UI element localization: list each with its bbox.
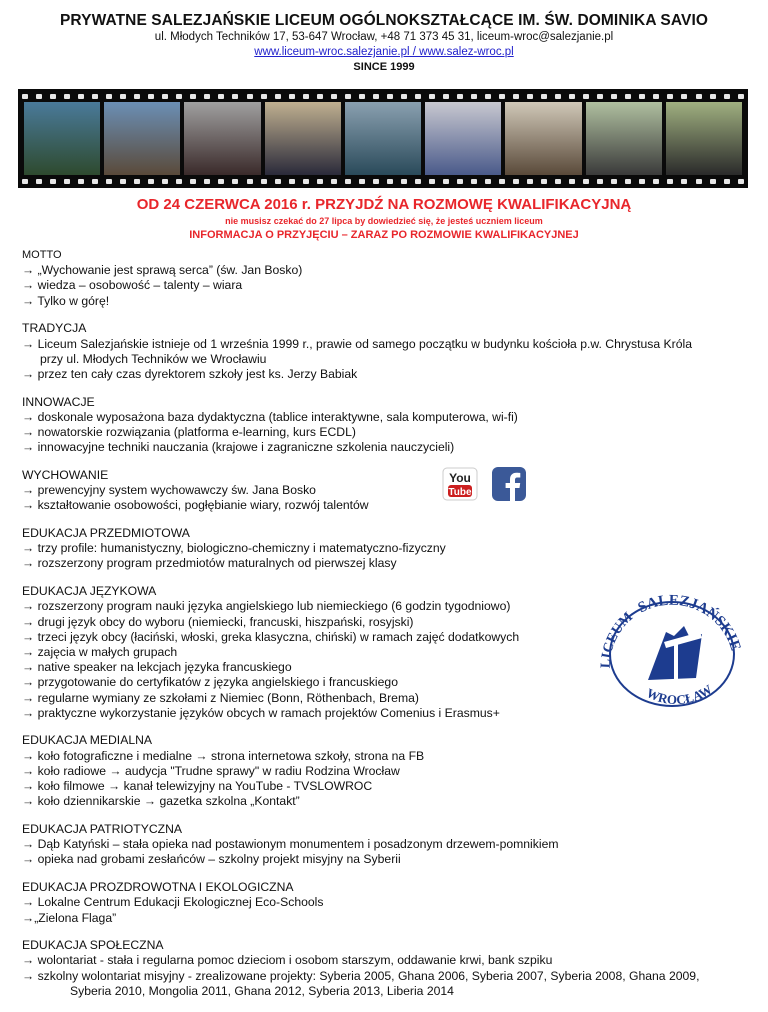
- list-item: → trzeci język obcy (łaciński, włoski, greka klasyczna, chiński) w ramach zajęć dodatkowych: [22, 629, 520, 644]
- photo-group-hiking: [104, 102, 180, 175]
- list-item: → wiedza – osobowość – talenty – wiara: [22, 278, 243, 293]
- film-hole: [541, 179, 547, 184]
- film-hole: [485, 94, 491, 99]
- photo-monument-sign: [425, 102, 501, 175]
- list-item-continuation: Syberia 2010, Mongolia 2011, Ghana 2012, Syberia 2013, Liberia 2014: [70, 983, 454, 998]
- film-hole: [148, 94, 154, 99]
- film-hole: [22, 94, 28, 99]
- section-prozdrowotna: [22, 880, 752, 926]
- film-hole: [134, 94, 140, 99]
- film-hole: [415, 94, 421, 99]
- list-item: → „Wychowanie jest sprawą serca” (św. Jan Bosko): [22, 263, 303, 278]
- film-hole: [78, 94, 84, 99]
- school-links: [0, 45, 768, 60]
- section-title: EDUKACJA JĘZYKOWA: [22, 584, 157, 599]
- film-hole: [162, 94, 168, 99]
- film-hole: [190, 179, 196, 184]
- film-hole: [527, 179, 533, 184]
- section-patriotyczna: [22, 822, 752, 868]
- film-hole: [218, 94, 224, 99]
- film-hole: [499, 179, 505, 184]
- youtube-icon[interactable]: [442, 467, 478, 501]
- film-hole: [485, 179, 491, 184]
- film-hole: [373, 179, 379, 184]
- film-hole: [513, 179, 519, 184]
- section-innowacje: [22, 395, 752, 456]
- announcement-subline: nie musisz czekać do 27 lipca by dowiedzieć się, że jesteś uczniem liceum: [225, 216, 543, 226]
- film-hole: [401, 94, 407, 99]
- list-item: → praktyczne wykorzystanie języków obcych w ramach projektów Comenius i Erasmus+: [22, 705, 500, 720]
- logo-top-text: SALEZJAŃSKIE: [635, 592, 744, 653]
- facebook-icon[interactable]: [492, 467, 526, 501]
- list-item: → innowacyjne techniki nauczania (krajowe i zagraniczne szkolenia nauczycieli): [22, 440, 455, 455]
- announcement-info: INFORMACJA O PRZYJĘCIU – ZARAZ PO ROZMOWIE KWALIFIKACYJNEJ: [189, 229, 579, 241]
- list-item: → nowatorskie rozwiązania (platforma e-learning, kurs ECDL): [22, 425, 356, 440]
- film-hole: [190, 94, 196, 99]
- film-hole: [331, 94, 337, 99]
- film-hole: [681, 179, 687, 184]
- film-hole: [64, 94, 70, 99]
- logo-left-text: LICEUM: [598, 609, 637, 669]
- film-hole: [162, 179, 168, 184]
- list-item-continuation: przy ul. Młodych Techników we Wrocławiu: [40, 351, 267, 366]
- film-hole: [50, 94, 56, 99]
- film-hole: [247, 179, 253, 184]
- film-hole: [738, 179, 744, 184]
- section-title: EDUKACJA SPOŁECZNA: [22, 938, 164, 953]
- film-hole: [289, 94, 295, 99]
- film-hole: [176, 94, 182, 99]
- film-hole: [106, 179, 112, 184]
- film-hole: [317, 179, 323, 184]
- film-hole: [457, 179, 463, 184]
- film-hole: [247, 94, 253, 99]
- list-item: → koło fotograficzne i medialne → strona internetowa szkoły, strona na FB: [22, 748, 425, 763]
- section-title: INNOWACJE: [22, 394, 95, 409]
- film-hole: [639, 94, 645, 99]
- film-hole: [639, 179, 645, 184]
- section-title: MOTTO: [22, 249, 62, 261]
- film-hole: [64, 179, 70, 184]
- film-hole: [106, 94, 112, 99]
- film-hole: [513, 94, 519, 99]
- photo-filmstrip: [18, 89, 748, 188]
- film-hole: [583, 179, 589, 184]
- film-hole: [471, 179, 477, 184]
- list-item: → koło filmowe → kanał telewizyjny na YouTube - TVSLOWROC: [22, 779, 373, 794]
- film-hole: [696, 94, 702, 99]
- film-hole: [667, 94, 673, 99]
- film-hole: [204, 94, 210, 99]
- film-hole: [387, 94, 393, 99]
- film-hole: [232, 94, 238, 99]
- film-hole: [218, 179, 224, 184]
- list-item: → Tylko w górę!: [22, 293, 110, 308]
- film-hole: [176, 179, 182, 184]
- film-perforations-bottom: [18, 176, 748, 186]
- film-hole: [583, 94, 589, 99]
- film-hole: [653, 94, 659, 99]
- film-hole: [92, 94, 98, 99]
- film-hole: [681, 94, 687, 99]
- film-hole: [331, 179, 337, 184]
- film-hole: [289, 179, 295, 184]
- film-hole: [710, 94, 716, 99]
- film-hole: [148, 179, 154, 184]
- film-hole: [625, 179, 631, 184]
- list-item: → koło dziennikarskie → gazetka szkolna „Kontakt”: [22, 794, 300, 809]
- film-hole: [597, 94, 603, 99]
- logo-bottom-text: WROCŁAW: [644, 681, 715, 708]
- list-item: → opieka nad grobami zesłańców – szkolny projekt misyjny na Syberii: [22, 852, 401, 867]
- film-hole: [667, 179, 673, 184]
- photo-students-at-desk: [265, 102, 341, 175]
- photo-mountain-landscape: [24, 102, 100, 175]
- film-hole: [555, 179, 561, 184]
- section-medialna: [22, 733, 752, 809]
- section-title: TRADYCJA: [22, 321, 87, 336]
- section-title: EDUKACJA PRZEDMIOTOWA: [22, 526, 190, 541]
- film-hole: [611, 179, 617, 184]
- film-hole: [710, 179, 716, 184]
- film-hole: [555, 94, 561, 99]
- list-item: → przygotowanie do certyfikatów z języka angielskiego i francuskiego: [22, 675, 398, 690]
- film-hole: [401, 179, 407, 184]
- list-item: → kształtowanie osobowości, pogłębianie wiary, rozwój talentów: [22, 498, 369, 513]
- film-hole: [569, 94, 575, 99]
- photo-group-portrait: [666, 102, 742, 175]
- film-hole: [724, 179, 730, 184]
- photo-students-ceremony: [184, 102, 260, 175]
- film-hole: [22, 179, 28, 184]
- film-hole: [36, 179, 42, 184]
- section-title: EDUKACJA MEDIALNA: [22, 733, 153, 748]
- film-hole: [120, 94, 126, 99]
- film-hole: [204, 179, 210, 184]
- film-hole: [471, 94, 477, 99]
- film-hole: [50, 179, 56, 184]
- photo-rafting-boat: [345, 102, 421, 175]
- film-hole: [275, 94, 281, 99]
- list-item: → zajęcia w małych grupach: [22, 644, 178, 659]
- photo-students-outdoor: [586, 102, 662, 175]
- list-item: → przez ten cały czas dyrektorem szkoły jest ks. Jerzy Babiak: [22, 366, 358, 381]
- list-item: → szkolny wolontariat misyjny - zrealizowane projekty: Syberia 2005, Ghana 2006, Syberia 2007, Syberia 2008, Ghana 2009,: [22, 968, 700, 983]
- list-item: → drugi język obcy do wyboru (niemiecki, francuski, hiszpański, rosyjski): [22, 614, 414, 629]
- film-frames: [24, 102, 742, 175]
- list-item: → rozszerzony program przedmiotów maturalnych od pierwszej klasy: [22, 556, 397, 571]
- film-hole: [653, 179, 659, 184]
- section-przedmiotowa: [22, 526, 752, 572]
- section-title: EDUKACJA PROZDROWOTNA I EKOLOGICZNA: [22, 880, 294, 895]
- film-hole: [625, 94, 631, 99]
- film-hole: [429, 179, 435, 184]
- photo-reading-newspaper: [505, 102, 581, 175]
- film-hole: [36, 94, 42, 99]
- film-hole: [527, 94, 533, 99]
- film-hole: [738, 94, 744, 99]
- film-perforations-top: [18, 91, 748, 101]
- letterhead: [0, 12, 768, 75]
- list-item: → Lokalne Centrum Edukacji Ekologicznej Eco-Schools: [22, 895, 324, 910]
- list-item: → koło radiowe → audycja "Trudne sprawy" w radiu Rodzina Wrocław: [22, 763, 400, 778]
- film-hole: [92, 179, 98, 184]
- school-name: PRYWATNE SALEZJAŃSKIE LICEUM OGÓLNOKSZTAŁCĄCE IM. ŚW. DOMINIKA SAVIO: [59, 12, 709, 29]
- school-logo: [592, 592, 748, 708]
- list-item: →„Zielona Flaga”: [22, 910, 117, 925]
- film-hole: [373, 94, 379, 99]
- section-tradycja: [22, 321, 752, 382]
- film-hole: [232, 179, 238, 184]
- section-motto: [22, 248, 752, 309]
- film-hole: [345, 179, 351, 184]
- film-hole: [696, 179, 702, 184]
- section-wychowanie: [22, 468, 752, 514]
- film-hole: [443, 94, 449, 99]
- film-hole: [569, 179, 575, 184]
- film-hole: [429, 94, 435, 99]
- film-hole: [443, 179, 449, 184]
- announcement-headline: OD 24 CZERWCA 2016 r. PRZYJDŹ NA ROZMOWĘ KWALIFIKACYJNĄ: [136, 196, 632, 213]
- film-hole: [499, 94, 505, 99]
- section-title: WYCHOWANIE: [22, 467, 109, 482]
- list-item: → native speaker na lekcjach języka francuskiego: [22, 660, 292, 675]
- list-item: → Liceum Salezjańskie istnieje od 1 września 1999 r., prawie od samego początku w budynku kościoła p.w. Chrystusa Króla: [22, 336, 692, 351]
- film-hole: [261, 94, 267, 99]
- list-item: → trzy profile: humanistyczny, biologiczno-chemiczny i matematyczno-fizyczny: [22, 541, 446, 556]
- film-hole: [78, 179, 84, 184]
- film-hole: [359, 94, 365, 99]
- film-hole: [415, 179, 421, 184]
- website-links[interactable]: www.liceum-wroc.salezjanie.pl / www.salez-wroc.pl: [254, 46, 514, 58]
- list-item: → Dąb Katyński – stała opieka nad postawionym monumentem i posadzonym drzewem-pomnikiem: [22, 837, 559, 852]
- film-hole: [457, 94, 463, 99]
- film-hole: [275, 179, 281, 184]
- film-hole: [541, 94, 547, 99]
- list-item: → wolontariat - stała i regularna pomoc dzieciom i osobom starszym, oddawanie krwi, bank szpiku: [22, 953, 553, 968]
- film-hole: [597, 179, 603, 184]
- school-address: ul. Młodych Techników 17, 53-647 Wrocław, +48 71 373 45 31, liceum-wroc@salezjanie.pl: [154, 31, 614, 43]
- admission-announcement: [0, 196, 768, 241]
- youtube-tube-text: Tube: [448, 487, 472, 498]
- list-item: → rozszerzony program nauki języka angielskiego lub niemieckiego (6 godzin tygodniowo): [22, 599, 511, 614]
- since-label: SINCE 1999: [353, 61, 415, 73]
- list-item: → doskonale wyposażona baza dydaktyczna (tablice interaktywne, sala komputerowa, wi-fi): [22, 409, 518, 424]
- film-hole: [261, 179, 267, 184]
- film-hole: [359, 179, 365, 184]
- film-hole: [303, 179, 309, 184]
- film-hole: [724, 94, 730, 99]
- film-hole: [317, 94, 323, 99]
- film-hole: [134, 179, 140, 184]
- list-item: → prewencyjny system wychowawczy św. Jana Bosko: [22, 483, 316, 498]
- film-hole: [387, 179, 393, 184]
- film-hole: [120, 179, 126, 184]
- film-hole: [611, 94, 617, 99]
- section-spoleczna: [22, 938, 752, 999]
- list-item: → regularne wymiany ze szkołami z Niemiec (Bonn, Röthenbach, Brema): [22, 690, 419, 705]
- film-hole: [303, 94, 309, 99]
- film-hole: [345, 94, 351, 99]
- youtube-you-text: You: [449, 471, 471, 485]
- section-title: EDUKACJA PATRIOTYCZNA: [22, 822, 183, 836]
